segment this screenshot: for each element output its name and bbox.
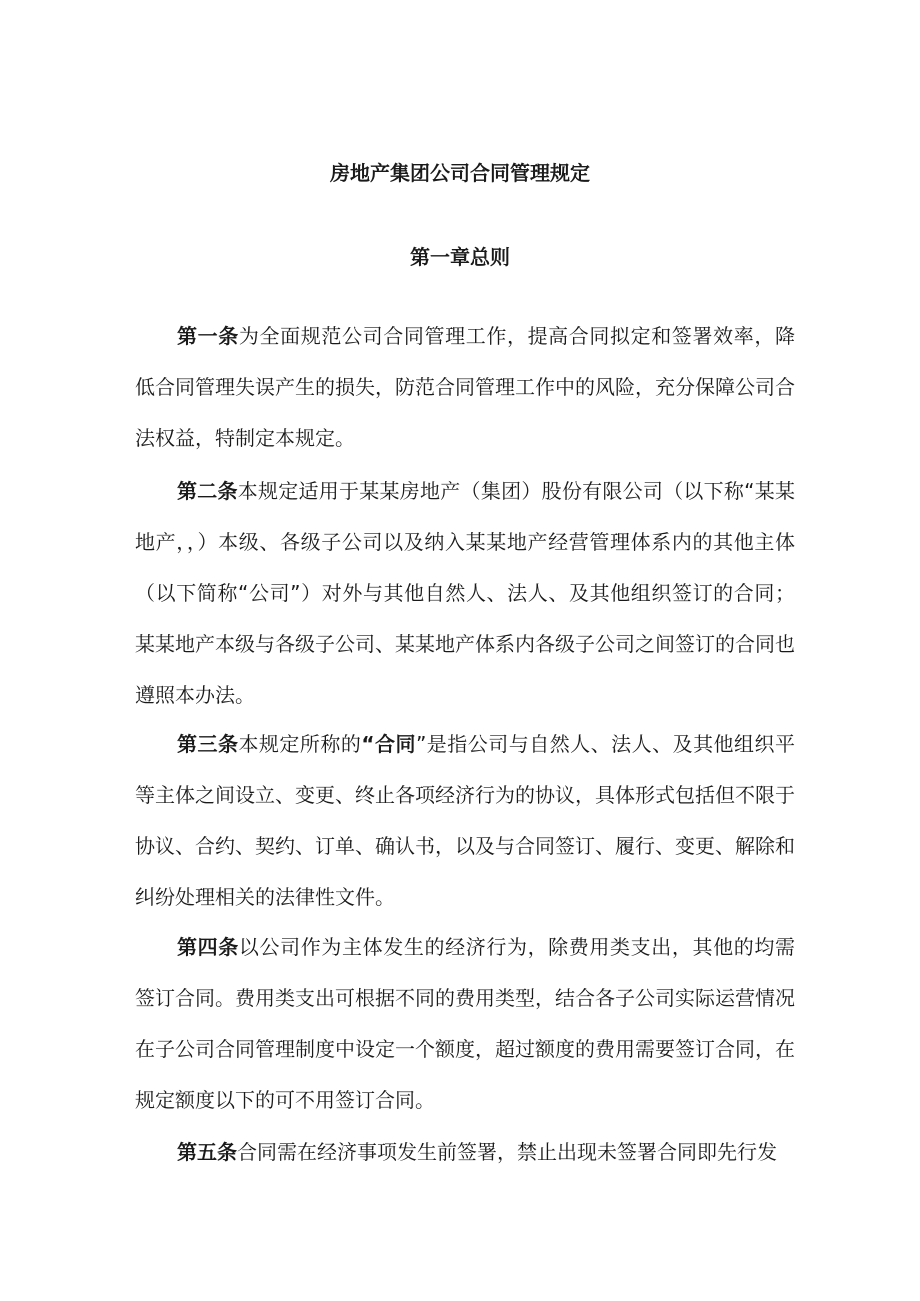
article-text: 本规定所称的: [238, 732, 362, 756]
document-title: 房地产集团公司合同管理规定: [330, 161, 590, 185]
article-text: 本规定适用于某某房地产（集团）股份有限公司（以下称“某某地产，，）本级、各级子公司以及纳入某某地产经营管理体系内的其他主体（以下简称“公司”）对外与其他自然人、法人、及其他组织签订的合同；某某地产本级与各级子公司、某某地产体系内各级子公司之间签订的合同也遵照本办法。: [135, 479, 795, 707]
article-text: ”是指公司与自然人、法人、及其他组织平等主体之间设立、变更、终止各项经济行为的协议，具体形式包括但不限于协议、合约、契约、订单、确认书，以及与合同签订、履行、变更、解除和纠纷处理相关的法律性文件。: [135, 732, 795, 909]
article-label: 第一条: [177, 324, 239, 348]
article-text: 以公司作为主体发生的经济行为，除费用类支出，其他的均需签订合同。费用类支出可根据不同的费用类型，结合各子公司实际运营情况在子公司合同管理制度中设定一个额度，超过额度的费用需要签订合同，在规定额度以下的可不用签订合同。: [135, 935, 796, 1112]
chapter-title: 第一章总则: [410, 245, 510, 269]
article-5: [135, 1127, 795, 1178]
defined-term: “合同: [361, 732, 416, 756]
article-4: [135, 922, 795, 1126]
article-3: [135, 719, 795, 923]
article-text: 合同需在经济事项发生前签署，禁止出现未签署合同即先行发: [237, 1140, 777, 1164]
article-text: 为全面规范公司合同管理工作，提高合同拟定和签署效率，降低合同管理失误产生的损失，防范合同管理工作中的风险，充分保障公司合法权益，特制定本规定。: [135, 324, 796, 450]
article-label: 第五条: [177, 1140, 237, 1164]
article-2: [135, 466, 795, 721]
article-label: 第三条: [177, 732, 239, 756]
article-label: 第二条: [177, 479, 238, 503]
article-1: [135, 311, 795, 464]
article-label: 第四条: [177, 935, 239, 959]
